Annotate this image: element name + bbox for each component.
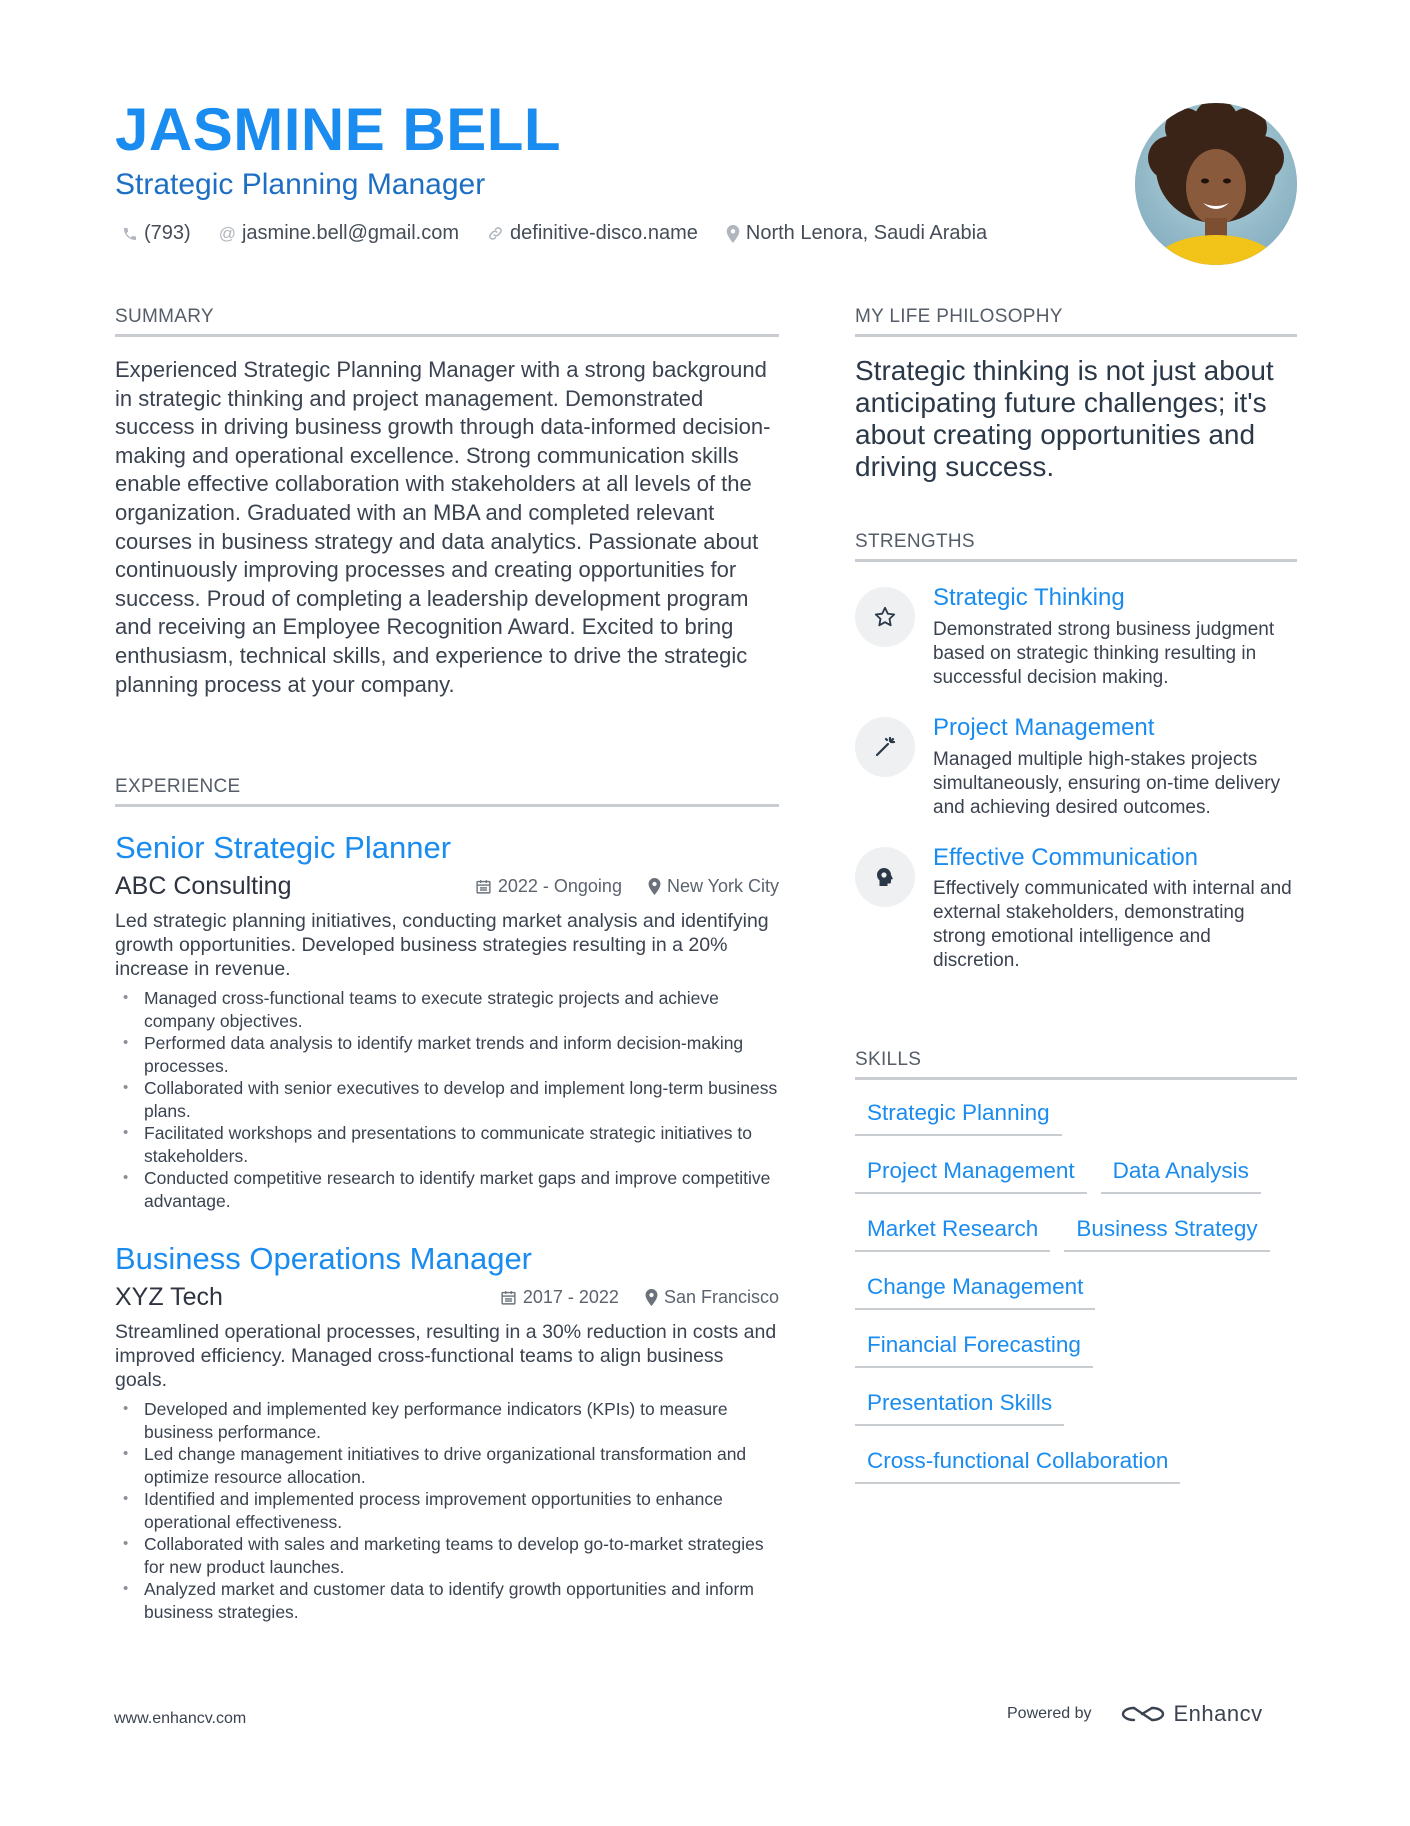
job-bullet: • Developed and implemented key performance indicators (KPIs) to measure business performance. (115, 1398, 779, 1443)
skill-tag: Data Analysis (1101, 1152, 1261, 1194)
summary-section (115, 306, 779, 699)
skill-tag: Presentation Skills (855, 1384, 1064, 1426)
phone-icon (122, 226, 138, 242)
strength-description: Demonstrated strong business judgment based on strategic thinking resulting in successful decision making. (933, 618, 1275, 688)
job-description: Streamlined operational processes, resulting in a 30% reduction in costs and improved efficiency. Managed cross-functional teams to align business goals. (115, 1321, 777, 1392)
job-bullet: • Collaborated with senior executives to develop and implement long-term business plans. (115, 1077, 779, 1122)
job-dates: 2017 - 2022 (522, 1287, 619, 1308)
job-bullet: • Identified and implemented process improvement opportunities to enhance operational effectiveness. (115, 1488, 779, 1533)
contact-bar (122, 222, 1015, 245)
strength-item (855, 714, 1297, 820)
footer-branding (1007, 1701, 1263, 1727)
contact-website[interactable] (487, 222, 698, 245)
skill-tag: Strategic Planning (855, 1094, 1062, 1136)
map-pin-icon (645, 1289, 658, 1306)
enhancv-logo-icon (1120, 1702, 1166, 1726)
experience-heading: EXPERIENCE (115, 776, 779, 807)
head-brain-icon (855, 847, 915, 907)
summary-text: Experienced Strategic Planning Manager with a strong background in strategic thinking and project management. Demonstrated success in driving business growth through data-informed decision-making and operational excellence. Strong communication skills enable effective collaboration with stakeholders at all levels of the organization. Graduated with an MBA and completed relevant courses in business strategy and data analytics. Passionate about continuously improving processes and creating opportunities for success. Proud of completing a leadership development program and receiving an Employee Recognition Award. Excited to bring enthusiasm, technical skills, and experience to drive the strategic planning process at your company. (115, 357, 771, 697)
candidate-name: JASMINE BELL (115, 96, 562, 163)
skill-tag: Market Research (855, 1210, 1050, 1252)
strength-title: Project Management (933, 713, 1155, 741)
skill-tag: Business Strategy (1064, 1210, 1269, 1252)
job-bullet: • Analyzed market and customer data to identify growth opportunities and inform business strategies. (115, 1578, 779, 1623)
strength-title: Strategic Thinking (933, 584, 1125, 611)
magic-wand-icon (855, 717, 915, 777)
calendar-icon (475, 878, 492, 895)
website-text: definitive-disco.name (510, 222, 698, 244)
experience-section (115, 776, 779, 1623)
strengths-heading: STRENGTHS (855, 531, 1297, 562)
job-bullet: • Managed cross-functional teams to execute strategic projects and achieve company objectives. (115, 987, 779, 1032)
job-bullets (115, 1398, 779, 1623)
job-dates: 2022 - Ongoing (497, 876, 622, 897)
job-location: San Francisco (663, 1287, 779, 1308)
job-bullet: • Facilitated workshops and presentations to communicate strategic initiatives to stakeholders. (115, 1122, 779, 1167)
job-entry (115, 829, 779, 1212)
job-bullet: • Performed data analysis to identify market trends and inform decision-making processes. (115, 1032, 779, 1077)
job-entry (115, 1240, 779, 1623)
location-text: North Lenora, Saudi Arabia (745, 222, 988, 244)
job-bullet: • Conducted competitive research to identify market gaps and improve competitive advantage. (115, 1167, 779, 1212)
skills-heading: SKILLS (855, 1049, 1297, 1080)
summary-heading: SUMMARY (115, 306, 779, 337)
link-icon (487, 225, 504, 242)
contact-email[interactable] (219, 222, 459, 245)
skill-tag: Project Management (855, 1152, 1087, 1194)
job-bullet: • Collaborated with sales and marketing teams to develop go-to-market strategies for new product launches. (115, 1533, 779, 1578)
enhancv-logo[interactable] (1120, 1701, 1263, 1727)
job-title: Business Operations Manager (115, 1241, 533, 1277)
job-bullets (115, 987, 779, 1212)
philosophy-heading: MY LIFE PHILOSOPHY (855, 306, 1297, 337)
strength-item (855, 844, 1297, 974)
brand-name: Enhancv (1173, 1701, 1263, 1726)
contact-location (726, 222, 987, 245)
philosophy-section (855, 306, 1297, 483)
star-icon (855, 587, 915, 647)
skill-tag: Change Management (855, 1268, 1095, 1310)
skill-tag: Financial Forecasting (855, 1326, 1093, 1368)
skills-list (855, 1094, 1297, 1500)
philosophy-text: Strategic thinking is not just about anticipating future challenges; it's about creating opportunities and driving success. (855, 355, 1274, 482)
strengths-section (855, 531, 1297, 973)
contact-phone[interactable] (122, 222, 191, 245)
map-pin-icon (726, 225, 740, 243)
phone-text: (793) (144, 222, 191, 244)
company-name: XYZ Tech (115, 1283, 223, 1312)
candidate-title: Strategic Planning Manager (115, 168, 486, 201)
email-text: jasmine.bell@gmail.com (241, 222, 460, 244)
footer-website[interactable]: www.enhancv.com (114, 1710, 247, 1727)
strength-description: Effectively communicated with internal and external stakeholders, demonstrating strong emotional intelligence and discretion. (933, 878, 1292, 972)
powered-by-label: Powered by (1007, 1705, 1092, 1722)
map-pin-icon (648, 878, 661, 895)
job-title: Senior Strategic Planner (115, 830, 452, 865)
company-name: ABC Consulting (115, 872, 292, 901)
strength-title: Effective Communication (933, 843, 1199, 871)
skills-section (855, 1049, 1297, 1500)
job-location: New York City (666, 876, 779, 897)
skill-tag: Cross-functional Collaboration (855, 1442, 1180, 1484)
job-bullet: • Led change management initiatives to drive organizational transformation and optimize resource allocation. (115, 1443, 779, 1488)
strength-description: Managed multiple high-stakes projects simultaneously, ensuring on-time delivery and achieving desired outcomes. (933, 748, 1281, 818)
strength-item (855, 584, 1297, 690)
at-icon: @ (218, 223, 236, 243)
profile-photo (1135, 103, 1297, 265)
job-description: Led strategic planning initiatives, conducting market analysis and identifying growth opportunities. Developed business strategies resulting in a 20% increase in revenue. (115, 910, 769, 981)
calendar-icon (500, 1289, 517, 1306)
